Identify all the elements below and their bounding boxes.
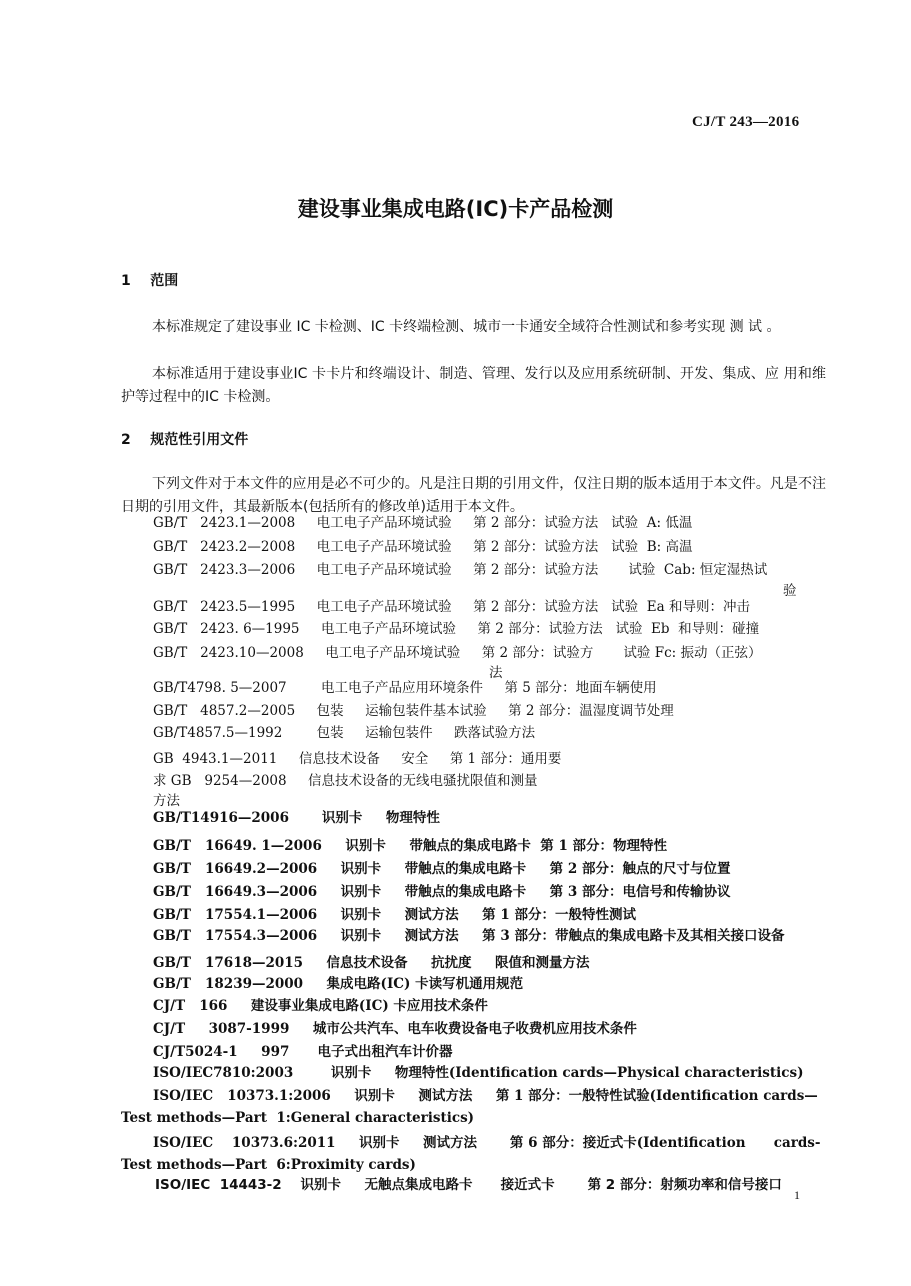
- section-1-paragraph-1: 本标准规定了建设事业 IC 卡检测、IC 卡终端检测、城市一卡通安全域符合性测试和参考实现 测 试 。: [152, 319, 781, 335]
- reference-item: GB/T 16649.3—2006 识别卡 带触点的集成电路卡 第 3 部分：电信号和传输协议: [153, 884, 731, 900]
- reference-item-wrap: Test methods—Part 6:Proximity cards): [121, 1157, 416, 1173]
- reference-item-wrap: 验: [783, 583, 797, 599]
- reference-item-wrap: Test methods—Part 1:General characteristics): [121, 1110, 475, 1126]
- reference-item: GB/T 16649.2—2006 识别卡 带触点的集成电路卡 第 2 部分：触点的尺寸与位置: [153, 861, 731, 877]
- reference-item: GB/T 2423.10—2008 电工电子产品环境试验 第 2 部分：试验方 试验 Fc: 振动（正弦）: [153, 645, 762, 661]
- reference-item: GB/T 16649. 1—2006 识别卡 带触点的集成电路卡 第 1 部分：物理特性: [153, 838, 668, 854]
- reference-item: GB/T 2423.2—2008 电工电子产品环境试验 第 2 部分：试验方法 试验 B: 高温: [153, 539, 693, 555]
- reference-item: GB/T 2423.1—2008 电工电子产品环境试验 第 2 部分：试验方法 试验 A: 低温: [153, 515, 693, 531]
- reference-item: CJ/T 166 建设事业集成电路(IC) 卡应用技术条件: [153, 998, 488, 1014]
- section-2-heading: 2 规范性引用文件: [121, 432, 249, 448]
- reference-item: GB/T 2423.3—2006 电工电子产品环境试验 第 2 部分：试验方法 试验 Cab: 恒定湿热试: [153, 562, 768, 578]
- reference-item: ISO/IEC 14443-2 识别卡 无触点集成电路卡 接近式卡 第 2 部分：射频功率和信号接口: [155, 1177, 782, 1193]
- reference-item: GB/T 4857.2—2005 包装 运输包装件基本试验 第 2 部分：温湿度调节处理: [153, 703, 674, 719]
- reference-item: GB 4943.1—2011 信息技术设备 安全 第 1 部分：通用要: [153, 751, 562, 767]
- reference-item: GB/T 17554.3—2006 识别卡 测试方法 第 3 部分：带触点的集成电路卡及其相关接口设备: [153, 928, 785, 944]
- reference-item: GB/T 2423. 6—1995 电工电子产品环境试验 第 2 部分：试验方法 试验 Eb 和导则：碰撞: [153, 621, 760, 637]
- reference-item: GB/T4857.5—1992 包装 运输包装件 跌落试验方法: [153, 725, 536, 741]
- reference-item: ISO/IEC 10373.1:2006 识别卡 测试方法 第 1 部分：一般特性试验(Identification cards—: [153, 1088, 818, 1104]
- reference-item: ISO/IEC 10373.6:2011 识别卡 测试方法 第 6 部分：接近式卡(Identification cards-: [153, 1135, 821, 1151]
- document-code: CJ/T 243—2016: [692, 114, 800, 130]
- reference-item: GB/T14916—2006 识别卡 物理特性: [153, 810, 440, 826]
- section-2-intro: 下列文件对于本文件的应用是必不可少的。凡是注日期的引用文件，仅注日期的版本适用于本文件。凡是不注日期的引用文件，其最新版本(包括所有的修改单)适用于本文件。: [121, 476, 826, 515]
- reference-item: GB/T4798. 5—2007 电工电子产品应用环境条件 第 5 部分：地面车辆使用: [153, 680, 657, 696]
- reference-item: ISO/IEC7810:2003 识别卡 物理特性(Identification cards—Physical characteristics): [153, 1065, 804, 1081]
- reference-item: CJ/T5024-1 997 电子式出租汽车计价器: [153, 1044, 453, 1060]
- reference-item: GB/T 17618—2015 信息技术设备 抗扰度 限值和测量方法: [153, 955, 590, 971]
- reference-item-wrap: 法: [489, 665, 503, 681]
- reference-item: GB/T 18239—2000 集成电路(IC) 卡读写机通用规范: [153, 976, 524, 992]
- section-1-paragraph-2: 本标准适用于建设事业IC 卡卡片和终端设计、制造、管理、发行以及应用系统研制、开发、集成、应 用和维护等过程中的IC 卡检测。: [121, 366, 826, 405]
- reference-item: GB/T 2423.5—1995 电工电子产品环境试验 第 2 部分：试验方法 试验 Ea 和导则：冲击: [153, 599, 750, 615]
- section-1-heading: 1 范围: [121, 273, 179, 289]
- reference-item: CJ/T 3087-1999 城市公共汽车、电车收费设备电子收费机应用技术条件: [153, 1021, 637, 1037]
- reference-item: GB/T 17554.1—2006 识别卡 测试方法 第 1 部分：一般特性测试: [153, 907, 636, 923]
- document-title: 建设事业集成电路(IC)卡产品检测: [297, 197, 614, 221]
- page-number: 1: [794, 1188, 800, 1202]
- reference-item: 求 GB 9254—2008 信息技术设备的无线电骚扰限值和测量: [153, 773, 538, 789]
- reference-item: 方法: [153, 793, 180, 809]
